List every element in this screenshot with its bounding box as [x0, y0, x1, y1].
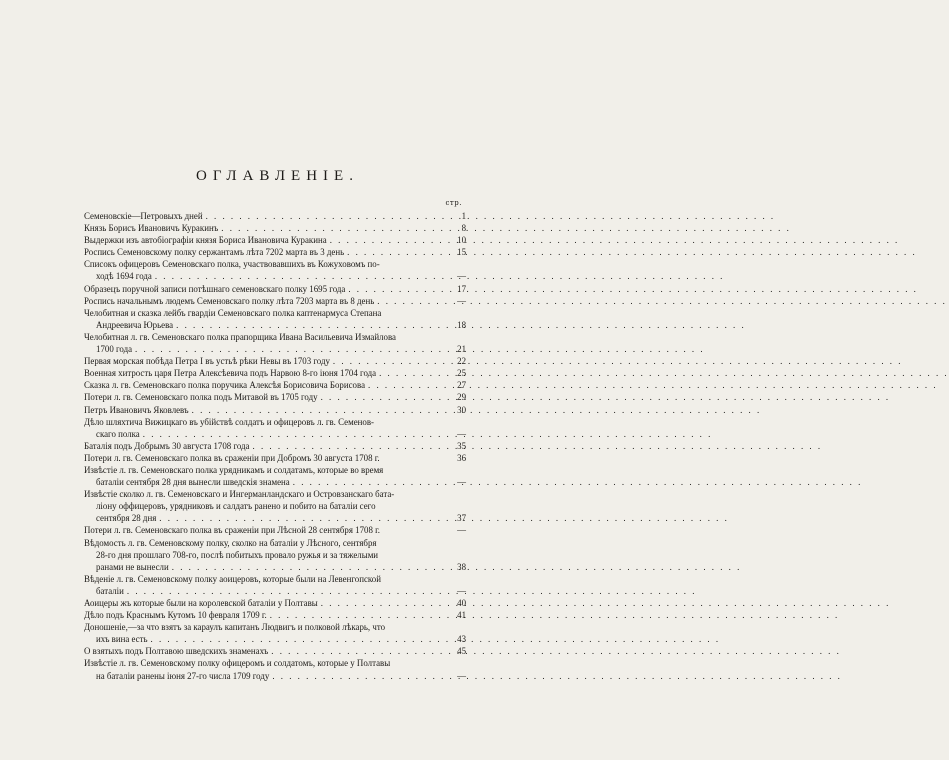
- toc-entry-text: баталіи сентября 28 дня вынесли шведскія знамена: [96, 477, 290, 488]
- toc-entry-line: [84, 488, 466, 500]
- toc-page-number: —: [457, 585, 466, 596]
- toc-entry-text: О взятыхъ подъ Полтавою шведскихъ знаменахъ: [84, 646, 269, 657]
- toc-entry-line: [84, 512, 466, 524]
- toc-entry-line: [84, 319, 466, 331]
- toc-entry-text: Извѣстіе л. гв. Семеновскаго полка урядникамъ и солдатамъ, которые во время: [84, 464, 384, 475]
- toc-entry-text: баталіи: [96, 585, 124, 596]
- toc-entry-line: [84, 524, 466, 536]
- toc-entry-text: ихъ вина есть: [96, 634, 148, 645]
- toc-entry-line: [84, 210, 466, 222]
- toc-entry-line: [84, 645, 466, 657]
- toc-entry-line: [84, 295, 466, 307]
- toc-entry-line: [84, 621, 466, 633]
- toc-entry: [84, 416, 466, 440]
- toc-entry: [84, 464, 466, 488]
- toc-entry-line: [84, 500, 466, 512]
- toc-entry-text: Первая морская побѣда Петра I въ устьѣ рѣки Невы въ 1703 году: [84, 356, 330, 367]
- toc-entry-line: [84, 343, 466, 355]
- toc-leader-dots: [189, 404, 440, 416]
- toc-entry-line: [84, 307, 466, 319]
- toc-entry-text: Роспись начальнымъ людемъ Семеновскаго полку лѣта 7203 марта въ 8 день: [84, 295, 375, 306]
- toc-entry-text: Выдержки изъ автобіографіи князя Бориса Ивановича Куракина: [84, 235, 327, 246]
- toc-page-number: —: [457, 670, 466, 681]
- toc-page-number: 36: [457, 452, 466, 463]
- toc-page-number: 43: [457, 634, 466, 645]
- toc-leader-dots: [374, 295, 440, 307]
- toc-entry-text: Баталія подъ Добрымъ 30 августа 1708 года: [84, 440, 250, 451]
- toc-entry: [84, 391, 466, 403]
- toc-page-number: —: [457, 525, 466, 536]
- toc-page-number: 27: [457, 380, 466, 391]
- toc-entry: [84, 573, 466, 597]
- toc-entry: [84, 246, 466, 258]
- toc-entry-line: [84, 428, 466, 440]
- toc-entry-text: Потери л. гв. Семеновскаго полка въ сраженіи при Добромъ 30 августа 1708 г.: [84, 452, 380, 463]
- toc-entry-text: Князь Борисъ Ивановичъ Куракинъ: [84, 223, 219, 234]
- toc-entry: [84, 367, 466, 379]
- toc-entry-line: [84, 270, 466, 282]
- toc-entry: [84, 295, 466, 307]
- toc-page-number: 30: [457, 404, 466, 415]
- toc-entry: [84, 621, 466, 645]
- toc-entry-text: Вѣденіе л. гв. Семеновскому полку аоицеровъ, которые были на Левенгопской: [84, 573, 381, 584]
- toc-entry-line: [84, 633, 466, 645]
- toc-entry-line: [84, 246, 466, 258]
- toc-page-number: —: [457, 428, 466, 439]
- toc-entry: [84, 440, 466, 452]
- toc-page-number: 15: [457, 247, 466, 258]
- toc-entry-line: [84, 440, 466, 452]
- toc-leader-dots: [203, 210, 440, 222]
- toc-entry: [84, 283, 466, 295]
- toc-entry-line: [84, 416, 466, 428]
- toc-leader-dots: [267, 609, 440, 621]
- toc-page-number: 1: [461, 211, 466, 221]
- toc-entry-text: 28-го дня прошлаго 708-го, послѣ побитыхъ провало ружья и за тяжелыми: [96, 549, 379, 560]
- toc-entry: [84, 355, 466, 367]
- toc-page-number: 17: [457, 283, 466, 294]
- toc-page-number: 21: [457, 344, 466, 355]
- toc-entry-text: Вѣдомость л. гв. Семеновскому полку, сколко на баталіи у Лѣсного, сентября: [84, 537, 377, 548]
- toc-entry-text: скаго полка: [96, 428, 140, 439]
- toc-leader-dots: [290, 476, 440, 488]
- toc-entry-line: [84, 597, 466, 609]
- toc-entry-text: Доношеніе,—за что взятъ за караулъ капитанъ Людвигъ и полковой лѣкарь, что: [84, 622, 386, 633]
- toc-entry: [84, 524, 466, 536]
- toc-entry: [84, 537, 466, 573]
- toc-entry-text: Челобитная и сказка лейбъ гвардіи Семеновскаго полка каптенармуса Степана: [84, 307, 382, 318]
- toc-entry-text: 1700 года: [96, 344, 133, 355]
- toc-leader-dots: [269, 670, 440, 682]
- toc-entry-text: ходѣ 1694 года: [96, 271, 152, 282]
- toc-page-number: 40: [457, 598, 466, 608]
- toc-leader-dots: [169, 561, 440, 573]
- toc-entry-text: Потери л. гв. Семеновскаго полка въ сраженіи при Лѣсной 28 сентября 1708 г.: [84, 525, 380, 536]
- toc-page-number: 37: [457, 513, 466, 524]
- toc-entry: [84, 331, 466, 355]
- toc-entry-line: [84, 464, 466, 476]
- toc-entry-line: [84, 670, 466, 682]
- toc-page-number: 29: [457, 392, 466, 403]
- toc-entry-text: Дѣло подъ Краснымъ Кутомъ 10 февраля 1709 г.: [84, 610, 267, 621]
- toc-entry-text: Андреевича Юрьева: [96, 319, 174, 330]
- toc-entry-line: [84, 355, 466, 367]
- toc-page-number: 45: [457, 646, 466, 657]
- toc-entry-text: Роспись Семеновскому полку сержантамъ лѣта 7202 марта въ 3 день: [84, 247, 345, 258]
- toc-page-number: 8: [461, 223, 466, 234]
- toc-entry-line: [84, 609, 466, 621]
- toc-entry: [84, 258, 466, 282]
- toc-entry: [84, 597, 466, 609]
- toc-entry-line: [84, 331, 466, 343]
- toc-page-number: 18: [457, 319, 466, 330]
- toc-entry: [84, 488, 466, 524]
- toc-page-number: —: [457, 271, 466, 282]
- toc-entry-line: [84, 573, 466, 585]
- toc-entry-text: Сказка л. гв. Семеновскаго полка поручика Алексѣя Борисовича Борисова: [84, 380, 366, 391]
- toc-entry-text: Петръ Ивановичъ Яковлевъ: [84, 404, 189, 415]
- toc-page-number: —: [457, 477, 466, 488]
- toc-leader-dots: [345, 283, 440, 295]
- toc-entry-line: [84, 404, 466, 416]
- toc-entry-text: Дѣло шляхтича Вижицкаго въ убійствѣ солдатъ и офицеровъ л. гв. Семенов-: [84, 416, 374, 427]
- toc-entry: [84, 452, 466, 464]
- toc-entry: [84, 222, 466, 234]
- toc-entry-text: сентября 28 дня: [96, 513, 157, 524]
- toc-leader-dots: [140, 428, 440, 440]
- toc-page-number: 35: [457, 440, 466, 451]
- toc-entry-line: [84, 379, 466, 391]
- toc-leader-dots: [365, 379, 440, 391]
- toc-page-number: 38: [457, 561, 466, 572]
- toc-leader-dots: [124, 585, 440, 597]
- toc-entry-line: [84, 537, 466, 549]
- toc-entry: [84, 657, 466, 681]
- page-column-header: стр.: [445, 199, 462, 207]
- toc-page-number: 10: [457, 235, 466, 246]
- toc-page-number: 41: [457, 610, 466, 621]
- toc-leader-dots: [268, 645, 440, 657]
- toc-entry-line: [84, 657, 466, 669]
- toc-entry: [84, 379, 466, 391]
- toc-leader-dots: [250, 440, 441, 452]
- toc-page-number: 22: [457, 356, 466, 367]
- toc-entry-text: ліону оффицеровъ, урядниковъ и салдатъ ранено и побито на баталіи сего: [96, 501, 376, 512]
- toc-entry-line: [84, 258, 466, 270]
- toc-entry-line: [84, 367, 466, 379]
- toc-leader-dots: [330, 355, 440, 367]
- toc-entry: [84, 234, 466, 246]
- toc-leader-dots: [376, 367, 440, 379]
- toc-leader-dots: [173, 319, 440, 331]
- toc-entry-line: [84, 549, 466, 561]
- toc-leader-dots: [156, 512, 440, 524]
- toc-entry-line: [84, 476, 466, 488]
- toc-entry-text: на баталіи ранены іюня 27-го числа 1709 году: [96, 670, 270, 681]
- toc-entry-text: Извѣстіе сколко л. гв. Семеновскаго и Ингерманландскаго и Островзанскаго бата-: [84, 489, 395, 500]
- toc-entry: [84, 210, 466, 222]
- toc-entry: [84, 645, 466, 657]
- toc-entry-line: [84, 561, 466, 573]
- toc-entry-line: [84, 585, 466, 597]
- toc-entry-line: [84, 234, 466, 246]
- table-of-contents: [84, 210, 466, 682]
- toc-entry-line: [84, 283, 466, 295]
- toc-entry-text: Челобитная л. гв. Семеновскаго полка прапорщика Ивана Васильевича Измайлова: [84, 331, 396, 342]
- toc-leader-dots: [152, 270, 440, 282]
- page-title: ОГЛАВЛЕНІЕ.: [196, 168, 359, 184]
- toc-entry-text: Военная хитрость царя Петра Алексѣевича подъ Нарвою 8-го іюня 1704 года: [84, 368, 377, 379]
- toc-leader-dots: [218, 222, 440, 234]
- toc-entry: [84, 404, 466, 416]
- toc-entry-line: [84, 222, 466, 234]
- toc-entry-text: Извѣстіе л. гв. Семеновскому полку офицеромъ и солдатомъ, которые у Полтавы: [84, 658, 391, 669]
- toc-entry-text: ранами не вынесли: [96, 561, 169, 572]
- toc-entry: [84, 307, 466, 331]
- toc-leader-dots: [148, 633, 440, 645]
- toc-leader-dots: [132, 343, 440, 355]
- toc-leader-dots: [318, 597, 440, 609]
- toc-entry-line: [84, 391, 466, 403]
- toc-entry: [84, 609, 466, 621]
- toc-page-number: 25: [457, 368, 466, 379]
- toc-leader-dots: [327, 234, 440, 246]
- toc-page-number: —: [457, 295, 466, 306]
- toc-entry-text: Потери л. гв. Семеновскаго полка подъ Митавой въ 1705 году: [84, 392, 318, 403]
- toc-entry-text: Образецъ поручной записи потѣшнаго семеновскаго полку 1695 года: [84, 283, 346, 294]
- toc-entry-line: [84, 452, 466, 464]
- toc-entry-text: Семеновскіе—Петровыхъ дней: [84, 211, 203, 221]
- toc-entry-text: Списокъ офицеровъ Семеновскаго полка, участвовавшихъ въ Кожуховомъ по-: [84, 259, 380, 270]
- toc-entry-text: Аоицеры жъ которые были на королевской баталіи у Полтавы: [84, 598, 318, 608]
- toc-leader-dots: [344, 246, 440, 258]
- toc-leader-dots: [318, 391, 440, 403]
